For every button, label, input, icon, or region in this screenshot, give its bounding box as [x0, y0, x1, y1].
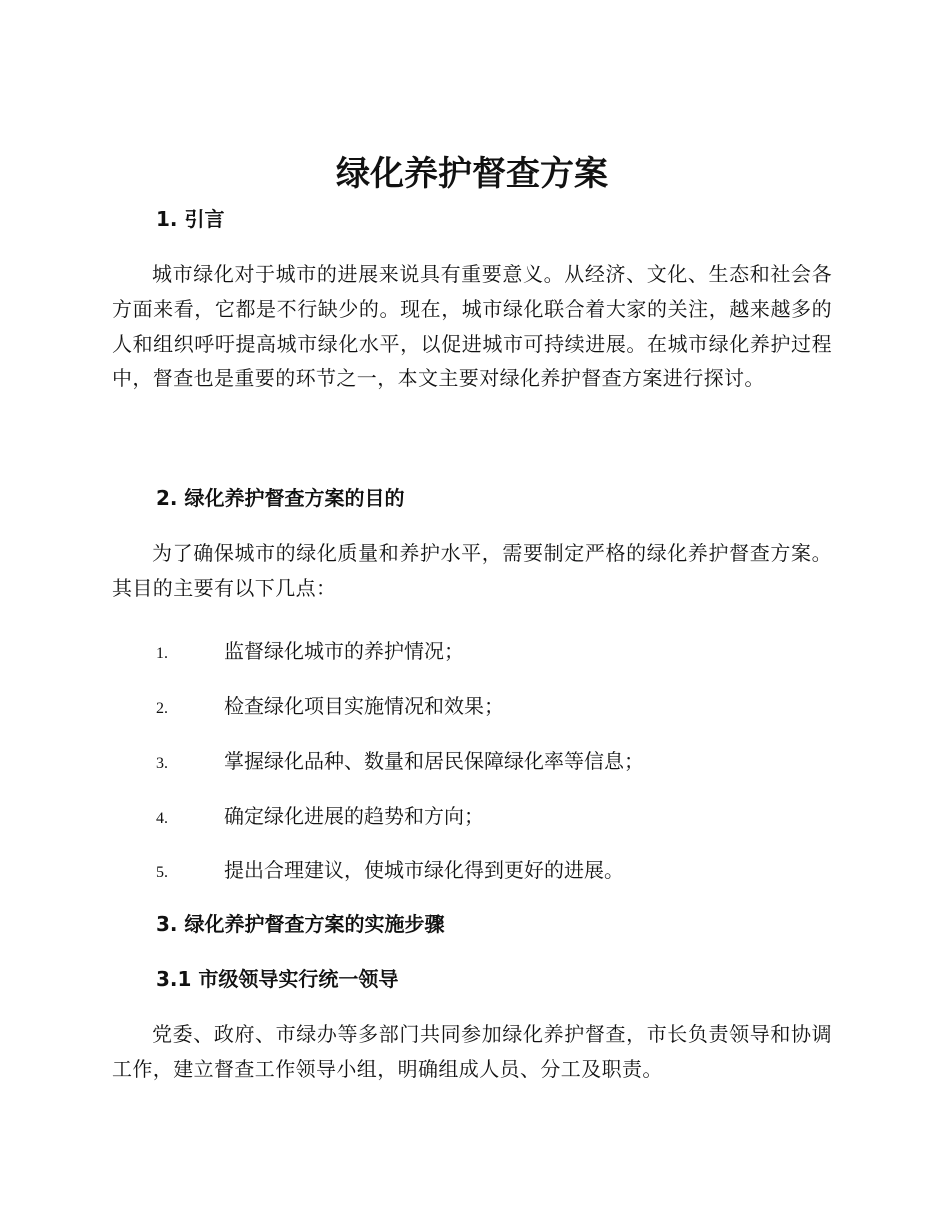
list-item-text: 掌握绿化品种、数量和居民保障绿化率等信息； [224, 749, 644, 773]
introduction-paragraph: 城市绿化对于城市的进展来说具有重要意义。从经济、文化、生态和社会各方面来看，它都是不行缺少的。现在，城市绿化联合着大家的关注，越来越多的人和组织呼吁提高城市绿化水平，以促进城市可持续进展。在城市绿化养护过程中，督查也是重要的环节之一，本文主要对绿化养护督查方案进行探讨。 [112, 262, 832, 391]
section-heading-purpose: 2. 绿化养护督查方案的目的 [156, 486, 405, 510]
list-item [156, 799, 832, 833]
list-item-text: 检查绿化项目实施情况和效果； [224, 694, 504, 718]
list-item-number: 5. [156, 864, 168, 881]
leadership-paragraph: 党委、政府、市绿办等多部门共同参加绿化养护督查，市长负责领导和协调工作，建立督查工作领导小组，明确组成人员、分工及职责。 [112, 1022, 832, 1081]
list-item-text: 提出合理建议，使城市绿化得到更好的进展。 [224, 858, 624, 882]
list-item-number: 2. [156, 700, 168, 717]
section-heading-implementation: 3. 绿化养护督查方案的实施步骤 [156, 912, 445, 936]
list-item [156, 744, 832, 778]
list-item-number: 1. [156, 645, 168, 662]
list-item-number: 3. [156, 755, 168, 772]
document-title: 绿化养护督查方案 [336, 154, 608, 194]
list-item [156, 853, 832, 887]
list-item-text: 确定绿化进展的趋势和方向； [224, 804, 484, 828]
subsection-heading-leadership: 3.1 市级领导实行统一领导 [156, 967, 399, 991]
list-item [156, 634, 832, 668]
list-item-text: 监督绿化城市的养护情况； [224, 639, 464, 663]
purpose-paragraph: 为了确保城市的绿化质量和养护水平，需要制定严格的绿化养护督查方案。其目的主要有以下几点： [112, 541, 832, 600]
list-item-number: 4. [156, 810, 168, 827]
list-item [156, 689, 832, 723]
section-heading-introduction: 1. 引言 [156, 207, 225, 231]
